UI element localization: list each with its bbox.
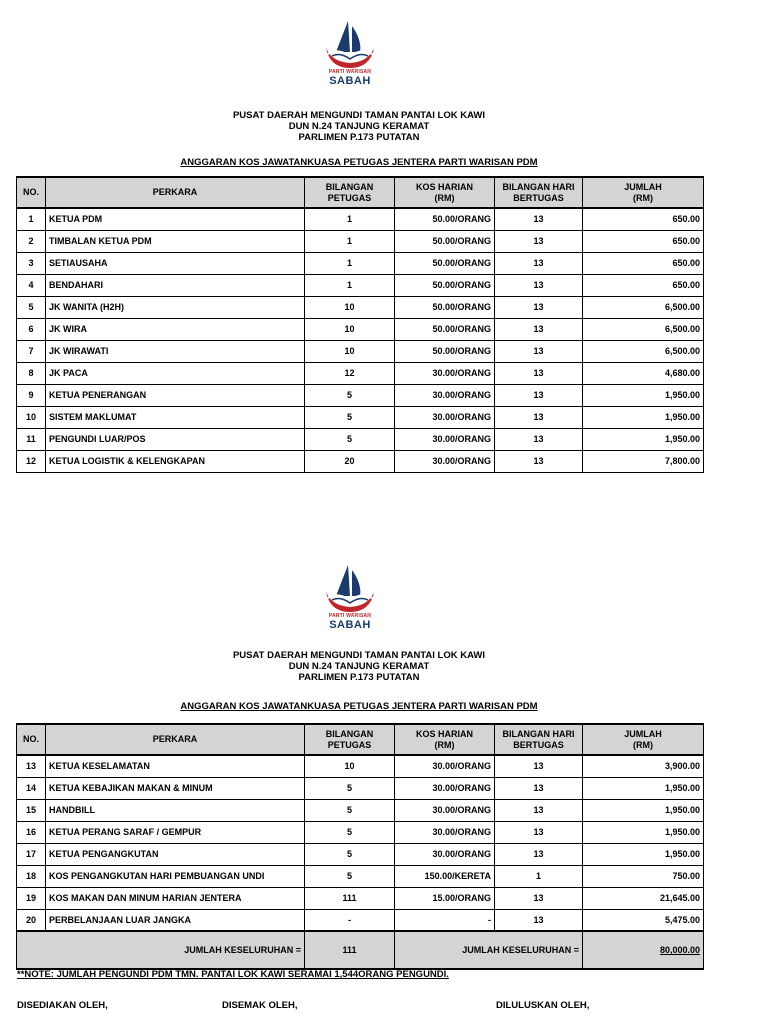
table-row [17,340,704,362]
row-bilangan: 5 [305,865,395,887]
row-kos-harian: 30.00/ORANG [395,843,495,865]
row-no: 7 [17,340,46,362]
row-jumlah: 6,500.00 [583,318,704,340]
row-bilangan-hari: 13 [495,428,583,450]
row-no: 5 [17,296,46,318]
row-perkara: SETIAUSAHA [46,252,305,274]
table-row [17,428,704,450]
col-perkara: PERKARA [46,177,305,208]
row-kos-harian: 30.00/ORANG [395,755,495,777]
row-jumlah: 5,475.00 [583,909,704,931]
row-bilangan: 5 [305,428,395,450]
row-kos-harian: 30.00/ORANG [395,406,495,428]
row-bilangan-hari: 13 [495,799,583,821]
row-no: 12 [17,450,46,472]
table-header-row [17,724,704,755]
row-jumlah: 1,950.00 [583,777,704,799]
row-bilangan: 12 [305,362,395,384]
table-row [17,821,704,843]
row-perkara: SISTEM MAKLUMAT [46,406,305,428]
row-kos-harian: 50.00/ORANG [395,252,495,274]
row-perkara: KETUA PENERANGAN [46,384,305,406]
table-row [17,865,704,887]
row-bilangan-hari: 13 [495,208,583,230]
row-bilangan: 5 [305,777,395,799]
row-kos-harian: 50.00/ORANG [395,340,495,362]
row-perkara: KETUA LOGISTIK & KELENGKAPAN [46,450,305,472]
row-bilangan-hari: 13 [495,406,583,428]
row-jumlah: 1,950.00 [583,843,704,865]
budget-table-1 [16,176,704,473]
row-bilangan: 5 [305,799,395,821]
col-bilangan-hari: BILANGAN HARI BERTUGAS [495,724,583,755]
row-no: 15 [17,799,46,821]
row-perkara: TIMBALAN KETUA PDM [46,230,305,252]
header-line-3: PARLIMEN P.173 PUTATAN [298,132,420,143]
row-perkara: JK WIRAWATI [46,340,305,362]
row-bilangan: 10 [305,296,395,318]
col-bilangan: BILANGAN PETUGAS [305,177,395,208]
col-jumlah: JUMLAH (RM) [583,724,704,755]
table-row [17,887,704,909]
row-no: 6 [17,318,46,340]
table-row [17,909,704,931]
row-jumlah: 650.00 [583,230,704,252]
table-row [17,799,704,821]
row-perkara: KETUA PERANG SARAF / GEMPUR [46,821,305,843]
row-bilangan-hari: 13 [495,843,583,865]
row-bilangan: 1 [305,252,395,274]
table-row [17,230,704,252]
brand-subtitle: PARTI WARISAN [328,69,372,75]
col-kos-harian: KOS HARIAN (RM) [395,724,495,755]
row-kos-harian: 30.00/ORANG [395,428,495,450]
row-bilangan: 1 [305,230,395,252]
row-jumlah: 750.00 [583,865,704,887]
row-no: 13 [17,755,46,777]
row-bilangan-hari: 13 [495,450,583,472]
grand-total: 80,000.00 [583,931,704,969]
row-bilangan-hari: 13 [495,274,583,296]
table-header-row [17,177,704,208]
row-bilangan: 1 [305,274,395,296]
header-line-1: PUSAT DAERAH MENGUNDI TAMAN PANTAI LOK KAWI [232,110,486,121]
brand-subtitle: PARTI WARISAN [328,613,372,619]
row-jumlah: 4,680.00 [583,362,704,384]
row-bilangan: 111 [305,887,395,909]
row-jumlah: 1,950.00 [583,384,704,406]
row-bilangan-hari: 13 [495,340,583,362]
table-row [17,296,704,318]
row-jumlah: 1,950.00 [583,799,704,821]
table-row [17,318,704,340]
row-jumlah: 3,900.00 [583,755,704,777]
header-line-2: DUN N.24 TANJUNG KERAMAT [288,121,430,132]
row-jumlah: 6,500.00 [583,340,704,362]
row-no: 3 [17,252,46,274]
row-jumlah: 1,950.00 [583,821,704,843]
table-subtitle: ANGGARAN KOS JAWATANKUASA PETUGAS JENTERA PARTI WARISAN PDM [180,157,538,168]
table-row [17,450,704,472]
row-bilangan-hari: 13 [495,362,583,384]
total-label-bilangan: JUMLAH KESELURUHAN = [17,931,305,969]
row-bilangan-hari: 13 [495,909,583,931]
row-no: 10 [17,406,46,428]
party-logo [318,18,382,90]
row-perkara: BENDAHARI [46,274,305,296]
row-kos-harian: 50.00/ORANG [395,318,495,340]
row-no: 18 [17,865,46,887]
row-kos-harian: - [395,909,495,931]
row-perkara: KETUA PDM [46,208,305,230]
row-bilangan-hari: 13 [495,318,583,340]
row-jumlah: 650.00 [583,208,704,230]
row-no: 9 [17,384,46,406]
row-bilangan: 1 [305,208,395,230]
total-label-jumlah: JUMLAH KESELURUHAN = [395,931,583,969]
table-row [17,384,704,406]
row-perkara: KETUA PENGANGKUTAN [46,843,305,865]
row-jumlah: 650.00 [583,274,704,296]
row-perkara: JK WIRA [46,318,305,340]
row-perkara: PENGUNDI LUAR/POS [46,428,305,450]
row-kos-harian: 50.00/ORANG [395,208,495,230]
budget-table-2 [16,723,704,970]
table-row [17,777,704,799]
row-bilangan-hari: 1 [495,865,583,887]
row-bilangan-hari: 13 [495,887,583,909]
total-row [17,931,704,969]
header-line-2: DUN N.24 TANJUNG KERAMAT [288,661,430,672]
sailboat-logo-icon [318,562,382,614]
table-row [17,208,704,230]
row-kos-harian: 50.00/ORANG [395,296,495,318]
row-bilangan: 20 [305,450,395,472]
row-perkara: PERBELANJAAN LUAR JANGKA [46,909,305,931]
row-kos-harian: 30.00/ORANG [395,799,495,821]
signature-approved: DILULUSKAN OLEH, [496,1000,590,1011]
row-jumlah: 1,950.00 [583,428,704,450]
row-perkara: JK WANITA (H2H) [46,296,305,318]
row-perkara: KETUA KESELAMATAN [46,755,305,777]
footnote: **NOTE: JUMLAH PENGUNDI PDM TMN. PANTAI LOK KAWI SERAMAI 1,544ORANG PENGUNDI. [17,969,449,980]
row-kos-harian: 30.00/ORANG [395,450,495,472]
row-jumlah: 1,950.00 [583,406,704,428]
row-kos-harian: 30.00/ORANG [395,384,495,406]
table-row [17,755,704,777]
header-line-1: PUSAT DAERAH MENGUNDI TAMAN PANTAI LOK KAWI [232,650,486,661]
row-bilangan-hari: 13 [495,821,583,843]
row-bilangan: 5 [305,821,395,843]
row-perkara: KOS MAKAN DAN MINUM HARIAN JENTERA [46,887,305,909]
row-perkara: KOS PENGANGKUTAN HARI PEMBUANGAN UNDI [46,865,305,887]
row-perkara: KETUA KEBAJIKAN MAKAN & MINUM [46,777,305,799]
row-bilangan-hari: 13 [495,230,583,252]
row-no: 4 [17,274,46,296]
row-bilangan: 5 [305,384,395,406]
total-bilangan: 111 [305,931,395,969]
row-no: 8 [17,362,46,384]
row-jumlah: 21,645.00 [583,887,704,909]
row-bilangan: 10 [305,340,395,362]
row-perkara: JK PACA [46,362,305,384]
row-no: 1 [17,208,46,230]
row-bilangan: 5 [305,406,395,428]
row-bilangan: - [305,909,395,931]
row-bilangan-hari: 13 [495,755,583,777]
table-row [17,252,704,274]
table-row [17,406,704,428]
row-perkara: HANDBILL [46,799,305,821]
row-bilangan: 10 [305,755,395,777]
col-jumlah: JUMLAH (RM) [583,177,704,208]
col-no: NO. [17,724,46,755]
table-row [17,843,704,865]
table-row [17,274,704,296]
row-kos-harian: 30.00/ORANG [395,362,495,384]
row-bilangan-hari: 13 [495,777,583,799]
table-subtitle: ANGGARAN KOS JAWATANKUASA PETUGAS JENTERA PARTI WARISAN PDM [180,701,538,712]
row-bilangan: 5 [305,843,395,865]
header-line-3: PARLIMEN P.173 PUTATAN [298,672,420,683]
row-bilangan-hari: 13 [495,296,583,318]
row-no: 20 [17,909,46,931]
row-kos-harian: 50.00/ORANG [395,274,495,296]
party-logo [318,562,382,634]
row-kos-harian: 30.00/ORANG [395,777,495,799]
row-bilangan-hari: 13 [495,252,583,274]
row-bilangan-hari: 13 [495,384,583,406]
col-no: NO. [17,177,46,208]
table-row [17,362,704,384]
row-no: 17 [17,843,46,865]
row-no: 16 [17,821,46,843]
row-no: 2 [17,230,46,252]
col-perkara: PERKARA [46,724,305,755]
signature-checked: DISEMAK OLEH, [222,1000,298,1011]
row-jumlah: 650.00 [583,252,704,274]
row-no: 19 [17,887,46,909]
row-kos-harian: 30.00/ORANG [395,821,495,843]
row-kos-harian: 15.00/ORANG [395,887,495,909]
row-jumlah: 6,500.00 [583,296,704,318]
brand-title: SABAH [329,75,371,87]
col-bilangan-hari: BILANGAN HARI BERTUGAS [495,177,583,208]
col-kos-harian: KOS HARIAN (RM) [395,177,495,208]
col-bilangan: BILANGAN PETUGAS [305,724,395,755]
row-bilangan: 10 [305,318,395,340]
row-no: 14 [17,777,46,799]
brand-title: SABAH [329,619,371,631]
row-no: 11 [17,428,46,450]
sailboat-logo-icon [318,18,382,70]
row-kos-harian: 50.00/ORANG [395,230,495,252]
row-jumlah: 7,800.00 [583,450,704,472]
signature-prepared: DISEDIAKAN OLEH, [17,1000,108,1011]
row-kos-harian: 150.00/KERETA [395,865,495,887]
